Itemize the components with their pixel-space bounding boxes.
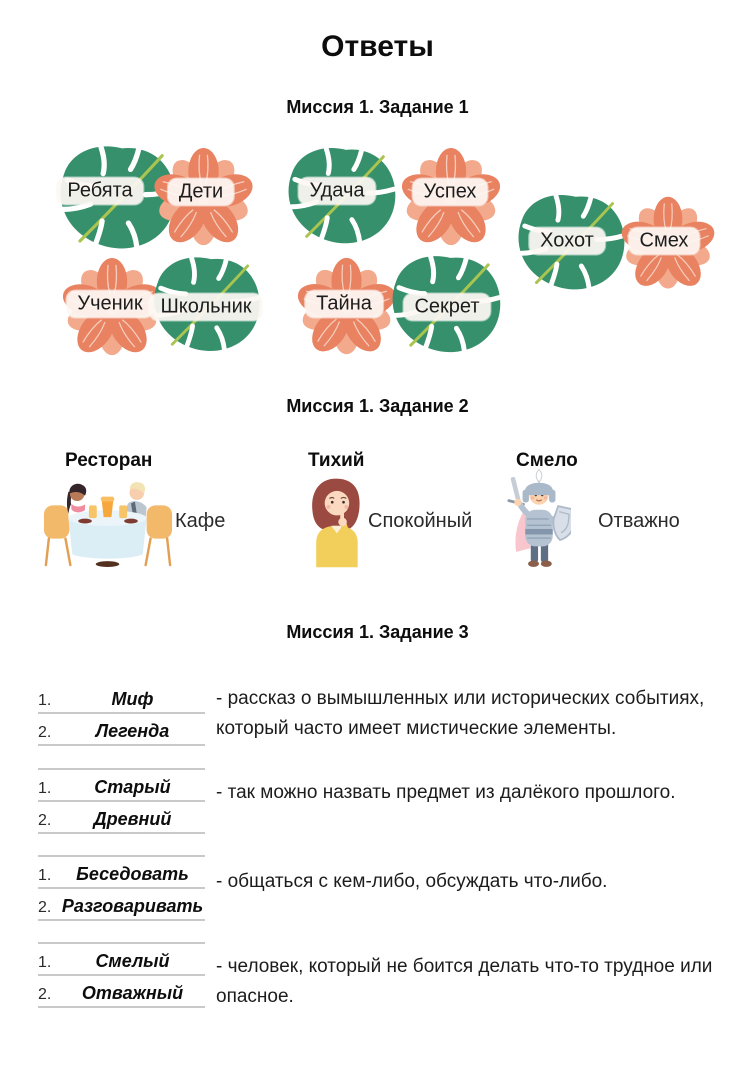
answer-number: 1. (38, 954, 52, 971)
answer-text: Разговаривать (61, 896, 204, 916)
answer-number: 2. (38, 724, 52, 741)
answer-row (38, 976, 205, 1008)
answer-blanks (38, 855, 205, 921)
answer-number: 1. (38, 867, 52, 884)
answer-row (38, 802, 205, 834)
answer-blanks (38, 942, 205, 1008)
word-label: Дети (168, 179, 234, 206)
word-heading: Смело (516, 450, 578, 471)
answer-row (38, 682, 205, 714)
word-label: Хохот (529, 228, 605, 255)
child-knight-illustration (507, 466, 571, 570)
synonym-text: Кафе (175, 510, 226, 532)
answer-number: 1. (38, 780, 52, 797)
definition-text: - так можно назвать предмет из далёкого прошлого. (216, 782, 676, 803)
answer-text: Старый (94, 777, 171, 797)
definition-text: - общаться с кем-либо, обсуждать что-либо. (216, 871, 608, 892)
restaurant-illustration (42, 478, 174, 568)
word-label: Секрет (403, 294, 490, 321)
answer-text: Смелый (95, 951, 170, 971)
section-1-heading: Миссия 1. Задание 1 (286, 97, 469, 117)
answer-text: Отважный (81, 983, 184, 1003)
answer-row (38, 944, 205, 976)
answer-number: 2. (38, 986, 52, 1003)
word-heading: Тихий (308, 450, 365, 471)
word-label: Тайна (305, 291, 383, 318)
answer-text: Легенда (95, 721, 170, 741)
synonym-text: Спокойный (368, 510, 473, 532)
answer-number: 2. (38, 899, 52, 916)
page-title: Ответы (321, 30, 434, 63)
definition-text: - рассказ о вымышленных или исторических событиях, который часто имеет мистические элементы. (216, 688, 705, 739)
answer-text: Миф (111, 689, 154, 709)
answer-blanks (38, 768, 205, 834)
word-label: Школьник (149, 294, 262, 321)
section-2-heading: Миссия 1. Задание 2 (286, 396, 469, 416)
answer-blanks (38, 682, 205, 746)
word-label: Ученик (66, 291, 153, 318)
answer-number: 1. (38, 692, 52, 709)
word-heading: Ресторан (65, 450, 153, 471)
synonym-text: Отважно (598, 510, 680, 532)
word-label: Успех (413, 179, 488, 206)
word-label: Смех (629, 228, 700, 255)
answer-number: 2. (38, 812, 52, 829)
answer-text: Древний (93, 809, 172, 829)
answer-text: Беседовать (76, 864, 189, 884)
woman-shushing-illustration (303, 474, 369, 570)
section-3-heading: Миссия 1. Задание 3 (286, 622, 469, 642)
answer-row (38, 857, 205, 889)
answer-row (38, 889, 205, 921)
answer-row (38, 714, 205, 746)
word-label: Удача (298, 178, 375, 205)
answer-row (38, 770, 205, 802)
definition-text: - человек, который не боится делать что-то трудное или опасное. (216, 956, 713, 1007)
word-label: Ребята (56, 178, 143, 205)
